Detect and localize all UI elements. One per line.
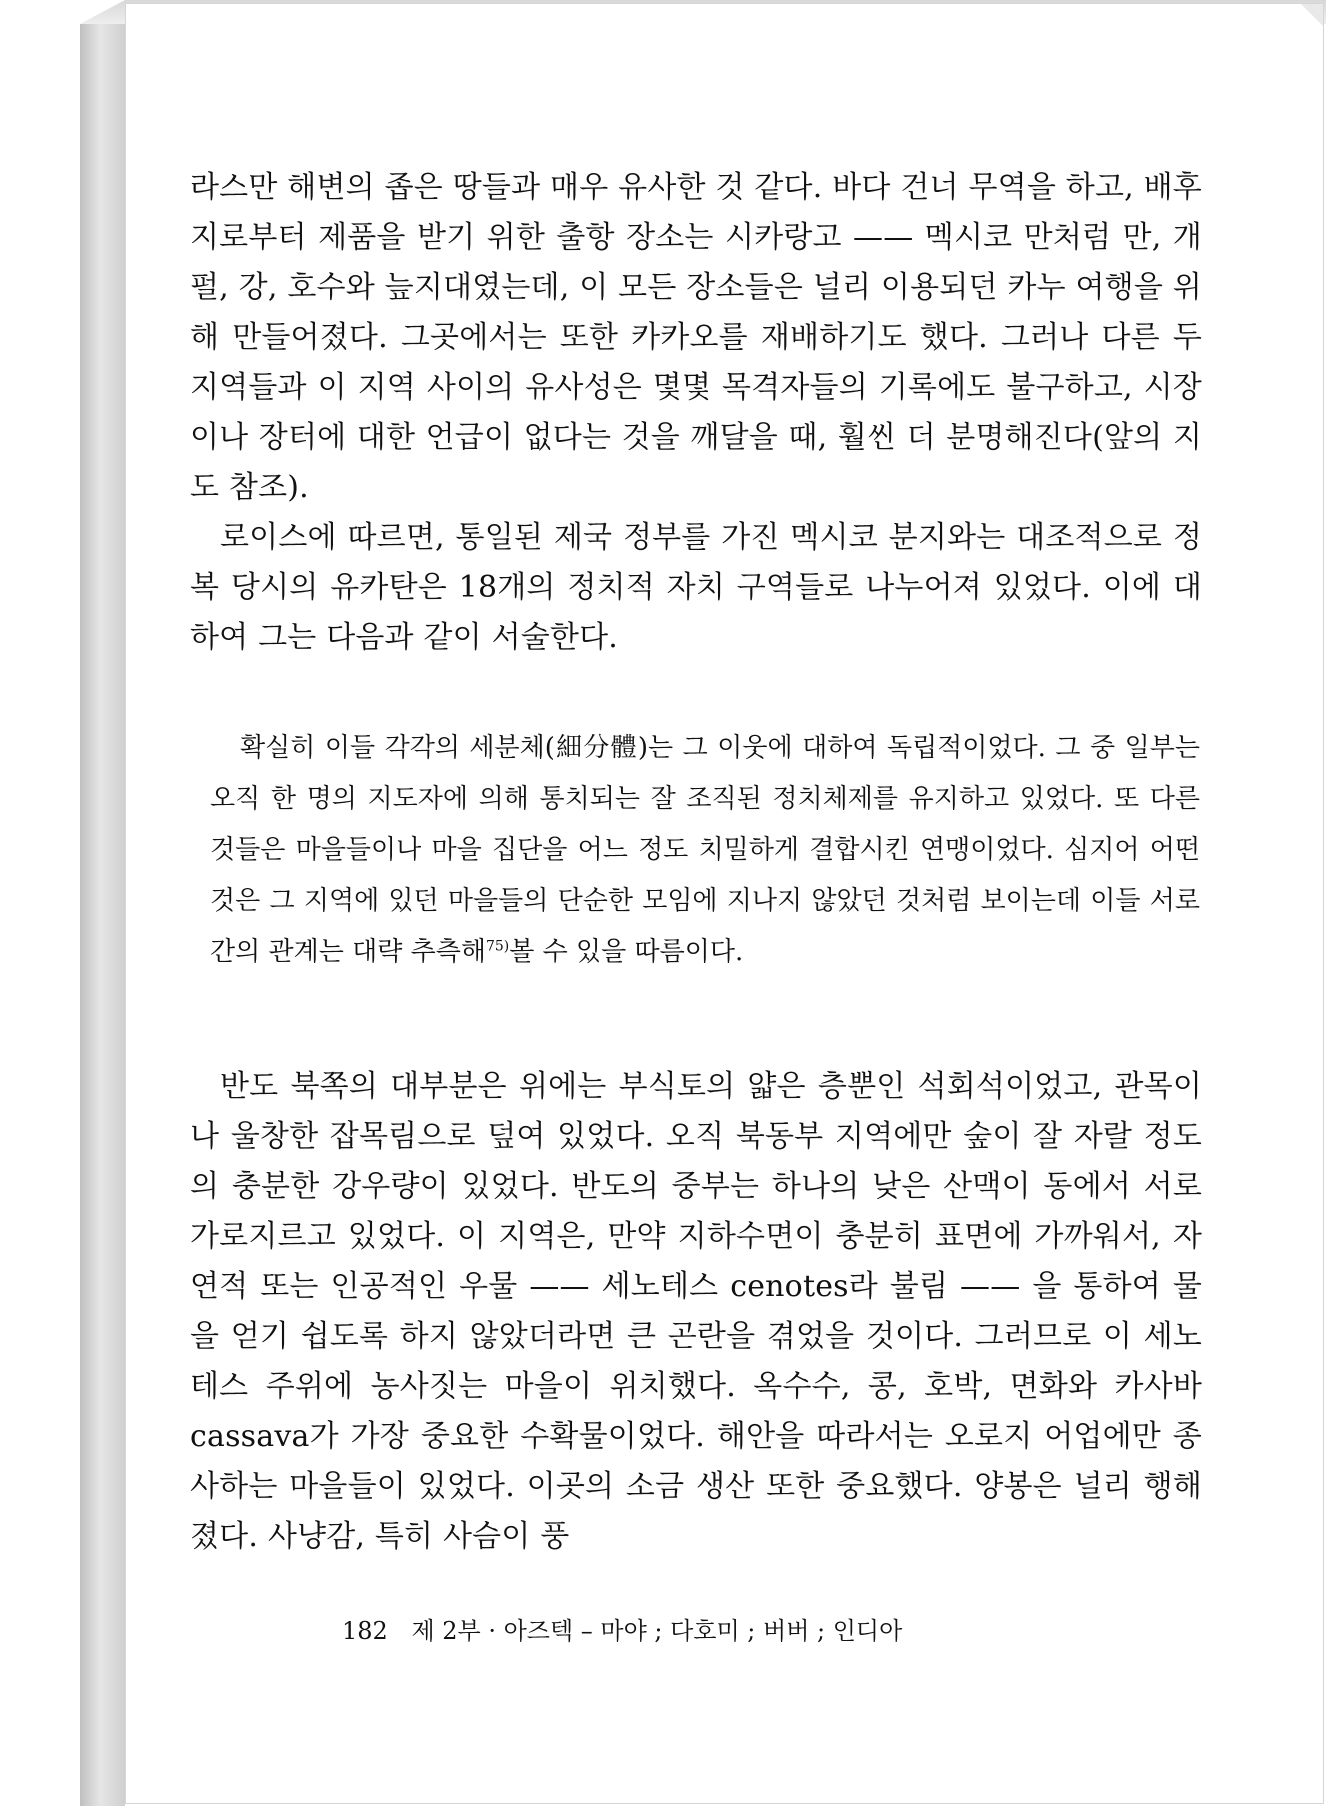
block-quote [210,723,1200,978]
running-title: 제 2부 · 아즈텍 – 마야 ; 다호미 ; 버버 ; 인디아 [411,1617,903,1645]
quote-paragraph [210,723,1200,978]
book-spine-edge [80,24,125,1806]
page-corner [1301,4,1323,26]
paragraph-2: 로이스에 따르면, 통일된 제국 정부를 가진 멕시코 분지와는 대조적으로 정복 당시의 유카탄은 18개의 정치적 자치 구역들로 나누어져 있었다. 이에 대하여 그는 다음과 같이 서술한다. [190,520,1202,655]
quote-text-before-note: 확실히 이들 각각의 세분체(細分體)는 그 이웃에 대하여 독립적이었다. 그 중 일부는 오직 한 명의 지도자에 의해 통치되는 잘 조직된 정치체제를 유지하고 있었다. 또 다른 것들은 마을들이나 마을 집단을 어느 정도 치밀하게 결합시킨 연맹이었다. 심지어 어떤 것은 그 지역에 있던 마을들의 단순한 모임에 지나지 않았던 것처럼 보이는데 이들 서로간의 관계는 대략 추측해 [210,733,1200,967]
footnote-ref: 75) [485,938,510,955]
paragraph-1: 라스만 해변의 좁은 땅들과 매우 유사한 것 같다. 바다 건너 무역을 하고, 배후지로부터 제품을 받기 위한 출항 장소는 시카랑고 —— 멕시코 만처럼 만, 개펄, 강, 호수와 늪지대였는데, 이 모든 장소들은 널리 이용되던 카누 여행을 위해 만들어졌다. 그곳에서는 또한 카카오를 재배하기도 했다. 그러나 다른 두 지역들과 이 지역 사이의 유사성은 몇몇 목격자들의 기록에도 불구하고, 시장이나 장터에 대한 언급이 없다는 것을 깨달을 때, 훨씬 더 분명해진다(앞의 지도 참조). [190,170,1202,505]
quote-text-after-note: 볼 수 있을 따름이다. [509,937,744,967]
body-text-bottom [190,1062,1202,1562]
page-footer [342,1616,902,1646]
page-number: 182 [342,1617,388,1645]
paragraph-3: 반도 북쪽의 대부분은 위에는 부식토의 얇은 층뿐인 석회석이었고, 관목이나 울창한 잡목림으로 덮여 있었다. 오직 북동부 지역에만 숲이 잘 자랄 정도의 충분한 강우량이 있었다. 반도의 중부는 하나의 낮은 산맥이 동에서 서로 가로지르고 있었다. 이 지역은, 만약 지하수면이 충분히 표면에 가까워서, 자연적 또는 인공적인 우물 —— 세노테스 cenotes라 불림 —— 을 통하여 물을 얻기 쉽도록 하지 않았더라면 큰 곤란을 겪었을 것이다. 그러므로 이 세노테스 주위에 농사짓는 마을이 위치했다. 옥수수, 콩, 호박, 면화와 카사바 cassava가 가장 중요한 수확물이었다. 해안을 따라서는 오로지 어업에만 종사하는 마을들이 있었다. 이곳의 소금 생산 또한 중요했다. 양봉은 널리 행해졌다. 사냥감, 특히 사슴이 풍 [190,1069,1202,1554]
body-text-top [190,163,1202,663]
